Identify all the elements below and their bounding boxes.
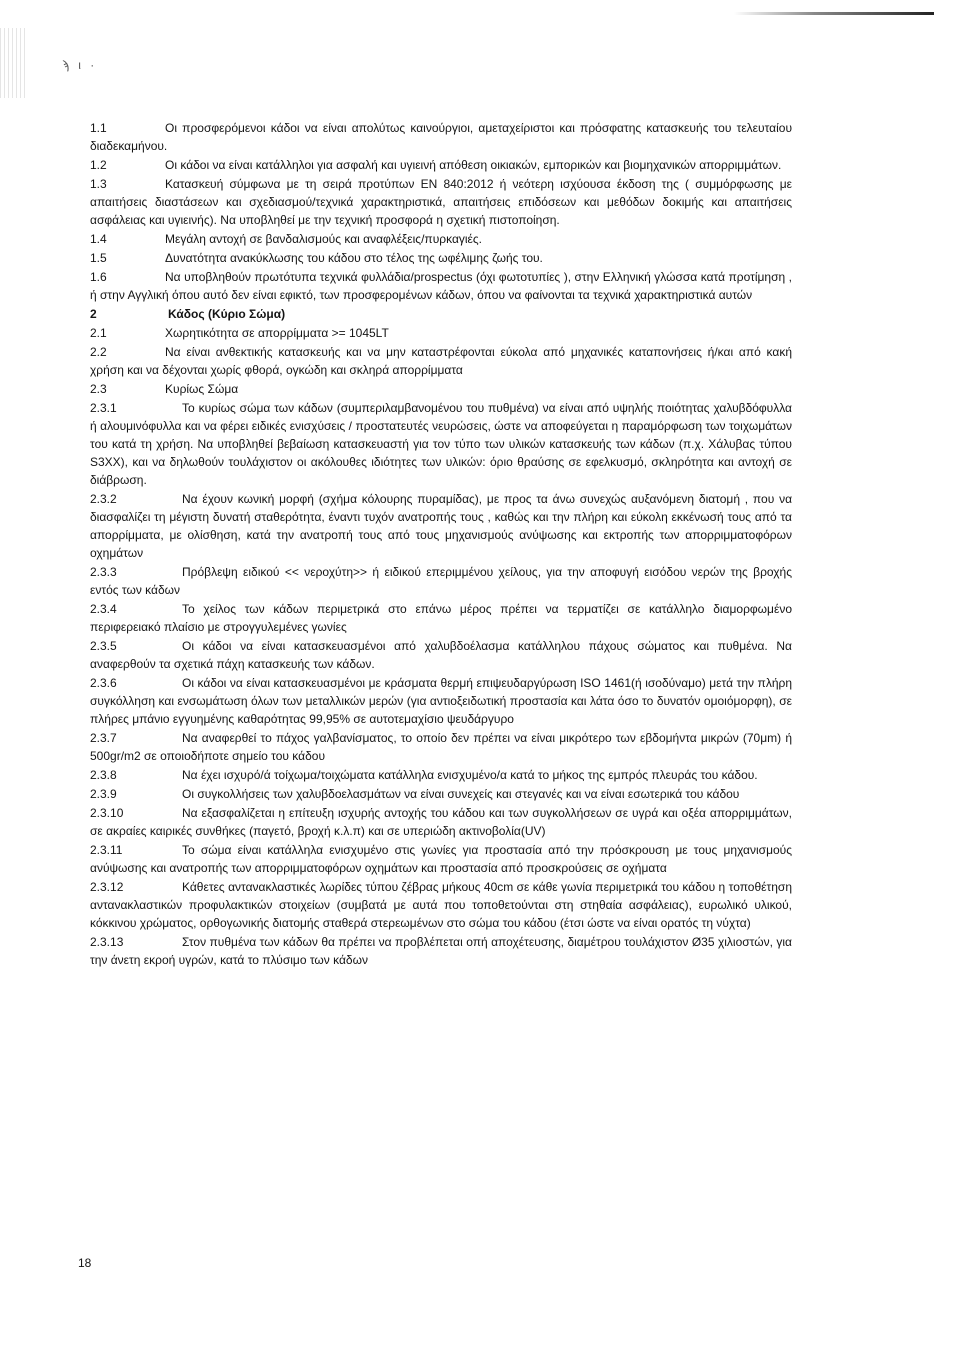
spec-paragraph [90, 766, 792, 784]
spec-paragraph [90, 674, 792, 728]
clause-text: Δυνατότητα ανακύκλωσης του κάδου στο τέλος της ωφέλιμης ζωής του. [165, 251, 543, 265]
spec-paragraph [90, 878, 792, 932]
clause-text: Το χείλος των κάδων περιμετρικά στο επάνω μέρος πρέπει να τερματίζει σε κατάλληλο διαμορφωμένο περιφερειακό πλαίσιο με στρογγυλεμένες γωνίες [90, 602, 792, 634]
clause-number: 2.3.6 [90, 676, 117, 690]
clause-text: Χωρητικότητα σε απορρίμματα >= 1045LT [165, 326, 389, 340]
clause-number: 2.3.4 [90, 602, 117, 616]
spec-paragraph [90, 343, 792, 379]
section-heading [90, 305, 792, 323]
clause-number: 2.3.8 [90, 768, 117, 782]
clause-number: 1.5 [90, 251, 107, 265]
spec-paragraph [90, 785, 792, 803]
clause-number: 2.3 [90, 382, 107, 396]
clause-text: Να έχουν κωνική μορφή (σχήμα κόλουρης πυραμίδας), με προς τα άνω συνεχώς αυξανόμενη διατομή , που να διασφαλίζει τη μέγιστη δυνατή σταθερότητα, έναντι τυχόν ανατροπής τους , καθώς και την πλήρη και εύκολη εκκένωσή τους από τα απορρίμματα, με ολίσθηση, κατά την ανατροπή τους από τους μηχανισμούς ανύψωσης και εκτροπής των απορριμματοφόρων οχημάτων [90, 492, 792, 560]
corner-mark: ϡ ι · [62, 58, 98, 72]
clause-text: Να εξασφαλίζεται η επίτευξη ισχυρής αντοχής του κάδου και των συγκολλήσεων σε υγρά και οξέα απορριμμάτων, σε ακραίες καιρικές συνθήκες (παγετό, βροχή κ.λ.π) και σε υπεριώδη ακτινοβολία(UV) [90, 806, 792, 838]
spec-paragraph [90, 490, 792, 562]
clause-number: 2.3.1 [90, 401, 117, 415]
clause-number: 2.3.2 [90, 492, 117, 506]
clause-text: Πρόβλεψη ειδικού << νεροχύτη>> ή ειδικού επεριμμένου χείλους, για την αποφυγή εισόδου νερών της βροχής εντός των κάδων [90, 565, 792, 597]
clause-number: 1.6 [90, 270, 107, 284]
spec-paragraph [90, 156, 792, 174]
clause-number: 2.3.12 [90, 880, 124, 894]
spec-paragraph [90, 600, 792, 636]
spec-paragraph [90, 804, 792, 840]
spec-paragraph [90, 175, 792, 229]
clause-text: Το σώμα είναι κατάλληλα ενισχυμένο στις γωνίες για προστασία από την πρόσκρουση με τους μηχανισμούς ανύψωσης και ανατροπής των απορριμματοφόρων οχημάτων και προστασία από προσκρούσεις σε οχήματα [90, 843, 792, 875]
clause-text: Οι προσφερόμενοι κάδοι να είναι απολύτως καινούργιοι, αμεταχείριστοι και πρόσφατης κατασκευής του τελευταίου διαδεκαμήνου. [90, 121, 792, 153]
spec-paragraph [90, 399, 792, 489]
document-body [90, 119, 792, 970]
clause-number: 1.3 [90, 177, 107, 191]
clause-text: Στον πυθμένα των κάδων θα πρέπει να προβλέπεται οπή αποχέτευσης, διαμέτρου τουλάχιστον Ø35 χιλιοστών, για την άνετη εκροή υγρών, κατά το πλύσιμο των κάδων [90, 935, 792, 967]
clause-text: Μεγάλη αντοχή σε βανδαλισμούς και αναφλέξεις/πυρκαγιές. [165, 232, 483, 246]
clause-text: Οι κάδοι να είναι κατάλληλοι για ασφαλή και υγιεινή απόθεση οικιακών, εμπορικών και βιομηχανικών απορριμμάτων. [165, 158, 782, 172]
spec-paragraph [90, 249, 792, 267]
clause-text: Κάδος (Κύριο Σώμα) [168, 307, 286, 321]
clause-text: Να είναι ανθεκτικής κατασκευής και να μην καταστρέφονται εύκολα από μηχανικές καταπονήσεις ή/και από κακή χρήση και να δέχονται χωρίς φθορά, ογκώδη και σκληρά απορρίμματα [90, 345, 792, 377]
clause-number: 2.2 [90, 345, 107, 359]
clause-text: Το κυρίως σώμα των κάδων (συμπεριλαμβανομένου του πυθμένα) να είναι από υψηλής ποιότητας χαλυβδόφυλλα ή αλουμινόφυλλα και να φέρει ειδικές ενισχύσεις / προστατευτές νευρώσεις, ώστε να αποφεύγεται η παραμόρφωση των τοιχωμάτων του κατά τη χρήση. Να υποβληθεί βεβαίωση κατασκευαστή για τον τύπο των υλικών κατασκευής των κάδων (π.χ. Χάλυβας τύπου S3XX), και να δηλωθούν τουλάχιστον οι ακόλουθες ιδιότητες των υλικών: όριο θραύσης σε εφελκυσμό, σκληρότητα και αντοχή σε διάβρωση. [90, 401, 792, 487]
clause-number: 2.3.3 [90, 565, 117, 579]
page-number: 18 [78, 1256, 92, 1270]
clause-text: Να υποβληθούν πρωτότυπα τεχνικά φυλλάδια/prospectus (όχι φωτοτυπίες ), στην Ελληνική γλώσσα κατά προτίμηση , ή στην Αγγλική όπου αυτό δεν είναι εφικτό, των προσφερομένων κάδων, όπου να φαίνονται τα τεχνικά χαρακτηριστικά αυτών [90, 270, 792, 302]
clause-text: Οι κάδοι να είναι κατασκευασμένοι με κράσματα θερμή επιψευδαργύρωση ISO 1461(ή ισοδύναμο) μετά την πλήρη συγκόλληση και ενσωμάτωση όλων των μεταλλικών μερών (για αντιοξειδωτική προστασία και λάτα όσο το δυνατόν ομοιόμορφη), σε πλήρες μπάνιο εγγυημένης καθαρότητας 99,95% σε αυτοτεμαχίσιο ψευδάργυρο [90, 676, 792, 726]
clause-number: 2.3.11 [90, 843, 123, 857]
clause-number: 2.3.7 [90, 731, 117, 745]
spec-paragraph [90, 380, 792, 398]
spec-paragraph [90, 933, 792, 969]
clause-number: 2.3.9 [90, 787, 117, 801]
clause-text: Να έχει ισχυρό/ά τοίχωμα/τοιχώματα κατάλληλα ενισχυμένο/α κατά το μήκος της εμπρός πλευράς του κάδου. [182, 768, 758, 782]
clause-number: 2 [90, 307, 97, 321]
clause-number: 2.3.5 [90, 639, 117, 653]
clause-number: 2.3.10 [90, 806, 124, 820]
spec-paragraph [90, 563, 792, 599]
clause-number: 1.1 [90, 121, 107, 135]
clause-text: Να αναφερθεί το πάχος γαλβανίσματος, το οποίο δεν πρέπει να είναι μικρότερο των εβδομήντα μικρών (70μm) ή 500gr/m2 σε οποιοδήποτε σημείο του κάδου [90, 731, 792, 763]
spec-paragraph [90, 324, 792, 342]
scan-margin-streak [0, 28, 26, 98]
spec-paragraph [90, 729, 792, 765]
clause-text: Κάθετες αντανακλαστικές λωρίδες τύπου ζέβρας μήκους 40cm σε κάθε γωνία περιμετρικά του κάδου η τοποθέτηση αντανακλαστικών προφυλακτικών στοιχείων (συμβατά με αυτά που τοποθετούνται στη στηθαία ασφάλειας), ευρωλικό υλικού, κόκκινου χρώματος, ορθογωνικής διατομής σταθερά στερεωμένων στο σώμα του κάδου (έτσι ώστε να είναι ορατός τη νύχτα) [90, 880, 792, 930]
clause-text: Οι συγκολλήσεις των χαλυβδοελασμάτων να είναι συνεχείς και στεγανές και να είναι εσωτερικά του κάδου [182, 787, 740, 801]
spec-paragraph [90, 230, 792, 248]
scan-edge-rule [734, 12, 934, 15]
clause-number: 2.3.13 [90, 935, 124, 949]
spec-paragraph [90, 841, 792, 877]
clause-number: 1.2 [90, 158, 107, 172]
clause-number: 2.1 [90, 326, 107, 340]
spec-paragraph [90, 268, 792, 304]
clause-text: Οι κάδοι να είναι κατασκευασμένοι από χαλυβδοέλασμα κατάλληλου πάχους σώματος και πυθμένα. Να αναφερθούν τα σχετικά πάχη κατασκευής των κάδων. [90, 639, 792, 671]
clause-text: Κατασκευή σύμφωνα με τη σειρά προτύπων ΕΝ 840:2012 ή νεότερη ισχύουσα έκδοση της ( συμμόρφωσης με απαιτήσεις διαστάσεων και σχεδιασμού/τεχνικά χαρακτηριστικά, απαιτήσεις επιδόσεων και μεθόδων δοκιμής και απαιτήσεις ασφάλειας και υγιεινής). Να υποβληθεί με την τεχνική προσφορά η σχετική πιστοποίηση. [90, 177, 792, 227]
clause-text: Κυρίως Σώμα [165, 382, 239, 396]
clause-number: 1.4 [90, 232, 107, 246]
spec-paragraph [90, 637, 792, 673]
spec-paragraph [90, 119, 792, 155]
